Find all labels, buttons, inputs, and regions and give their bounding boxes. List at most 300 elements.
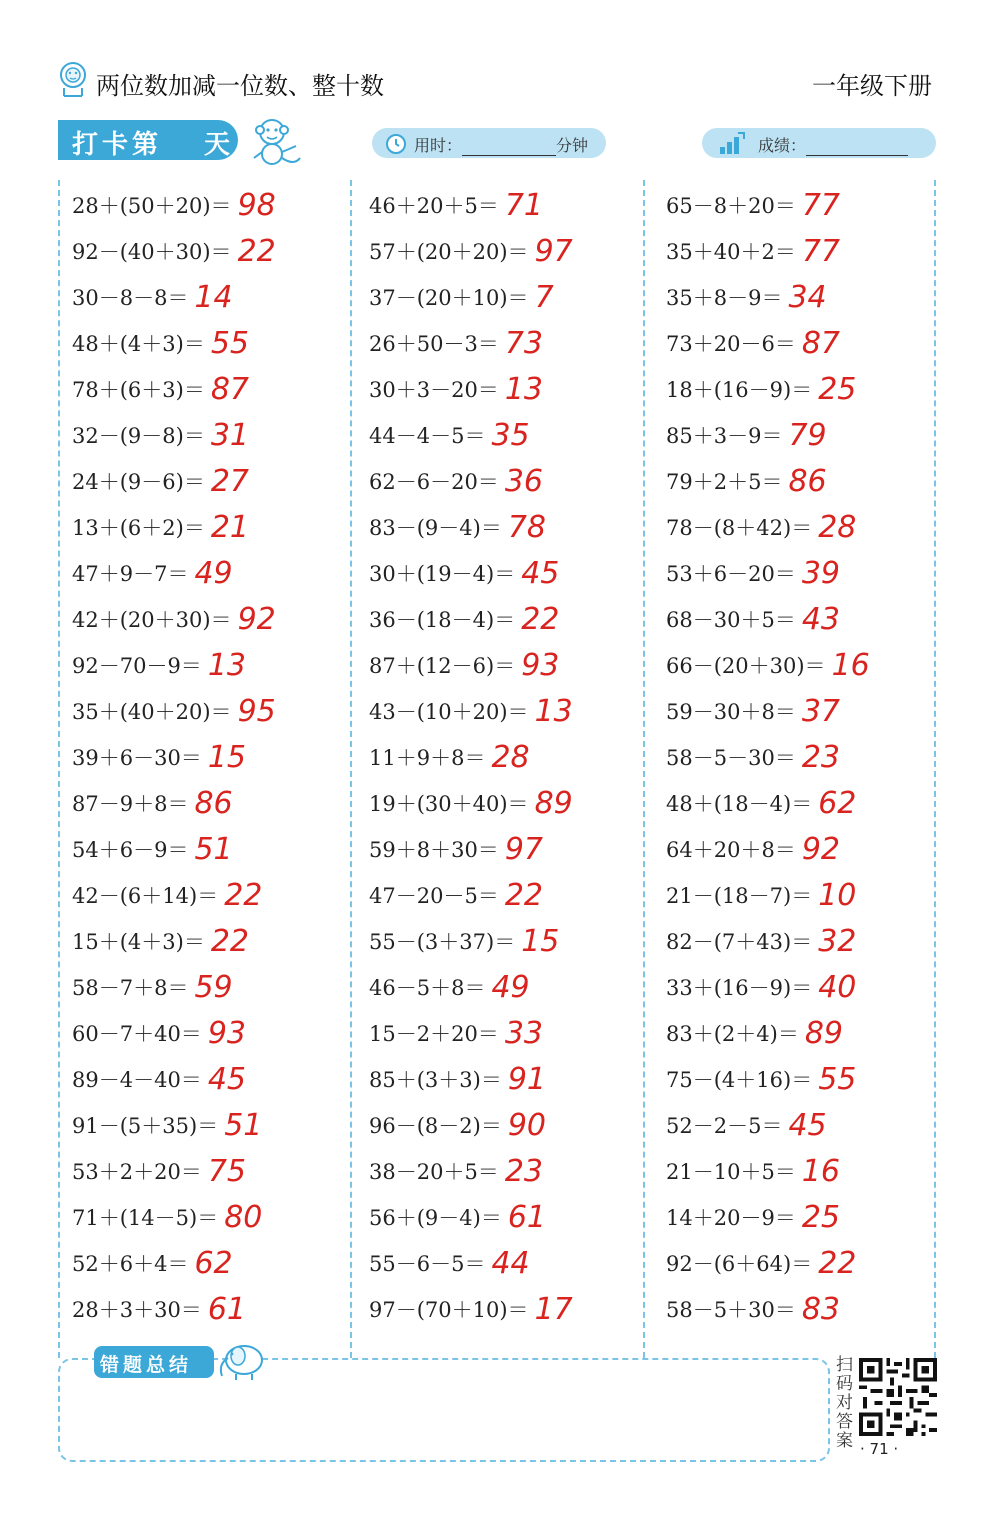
problem-row <box>369 318 659 364</box>
problem-row <box>72 318 362 364</box>
problem-expression <box>666 1290 840 1325</box>
handwritten-answer[interactable]: 62 <box>818 786 857 821</box>
problem-question: 65－8＋20＝ <box>666 194 796 218</box>
problem-row <box>72 916 362 962</box>
problem-expression <box>666 462 827 497</box>
problem-row <box>369 962 659 1008</box>
problem-row <box>666 456 956 502</box>
problem-row <box>369 1238 659 1284</box>
problem-question: 18＋(16－9)＝ <box>666 378 813 402</box>
problem-expression <box>369 1060 546 1095</box>
problem-expression <box>72 1198 262 1233</box>
problem-question: 55－(3＋37)＝ <box>369 930 516 954</box>
handwritten-answer[interactable]: 35 <box>491 418 530 453</box>
handwritten-answer[interactable]: 33 <box>504 1016 543 1051</box>
handwritten-answer[interactable]: 45 <box>207 1062 246 1097</box>
problem-question: 78＋(6＋3)＝ <box>72 378 205 402</box>
problem-row <box>666 1100 956 1146</box>
problem-row <box>369 778 659 824</box>
problem-question: 28＋(50＋20)＝ <box>72 194 232 218</box>
problem-row <box>666 180 956 226</box>
problem-expression <box>666 922 856 957</box>
problem-row <box>72 226 362 272</box>
handwritten-answer[interactable]: 62 <box>194 1246 233 1281</box>
problem-row <box>72 410 362 456</box>
problem-question: 42＋(20＋30)＝ <box>72 608 232 632</box>
handwritten-answer[interactable]: 49 <box>491 970 530 1005</box>
handwritten-answer[interactable]: 92 <box>801 832 840 867</box>
qr-code[interactable] <box>858 1358 938 1436</box>
problem-question: 92－70－9＝ <box>72 654 202 678</box>
problem-question: 71＋(14－5)＝ <box>72 1206 219 1230</box>
problem-expression <box>369 1014 543 1049</box>
score-field[interactable] <box>758 133 908 156</box>
handwritten-answer[interactable]: 13 <box>534 694 573 729</box>
left-border <box>58 180 60 1358</box>
problem-row <box>666 364 956 410</box>
problem-expression <box>666 1244 856 1279</box>
problem-expression <box>72 462 249 497</box>
handwritten-answer[interactable]: 16 <box>831 648 870 683</box>
handwritten-answer[interactable]: 32 <box>818 924 857 959</box>
problem-question: 75－(4＋16)＝ <box>666 1068 813 1092</box>
handwritten-answer[interactable]: 21 <box>210 510 250 545</box>
problem-expression <box>666 416 827 451</box>
problem-row <box>72 1192 362 1238</box>
problem-question: 21－(18－7)＝ <box>666 884 813 908</box>
handwritten-answer[interactable]: 43 <box>801 602 840 637</box>
handwritten-answer[interactable]: 49 <box>194 556 233 591</box>
problem-row <box>72 870 362 916</box>
problem-row <box>666 272 956 318</box>
handwritten-answer[interactable]: 13 <box>207 648 246 683</box>
problem-expression <box>369 1106 546 1141</box>
problem-row <box>369 548 659 594</box>
handwritten-answer[interactable]: 31 <box>210 418 250 453</box>
problem-row <box>369 732 659 778</box>
problem-row <box>72 824 362 870</box>
problem-row <box>369 364 659 410</box>
problem-row <box>666 594 956 640</box>
problem-question: 48＋(18－4)＝ <box>666 792 813 816</box>
problem-question: 30＋(19－4)＝ <box>369 562 516 586</box>
problem-expression <box>666 508 856 543</box>
problem-expression <box>72 324 249 359</box>
problem-expression <box>369 462 543 497</box>
problem-row <box>369 870 659 916</box>
handwritten-answer[interactable]: 7 <box>534 280 554 315</box>
problem-question: 97－(70＋10)＝ <box>369 1298 529 1322</box>
handwritten-answer[interactable]: 28 <box>491 740 530 775</box>
handwritten-answer[interactable]: 15 <box>207 740 246 775</box>
problem-expression <box>72 1152 246 1187</box>
problem-expression <box>666 600 840 635</box>
mistake-summary-label: 错题总结 <box>100 1354 193 1376</box>
problem-expression <box>72 1106 262 1141</box>
handwritten-answer[interactable]: 71 <box>504 188 543 223</box>
problem-row <box>666 1008 956 1054</box>
handwritten-answer[interactable]: 23 <box>504 1154 543 1189</box>
handwritten-answer[interactable]: 22 <box>237 234 276 269</box>
problem-question: 37－(20＋10)＝ <box>369 286 529 310</box>
scan-for-answers-text: 扫码对答案 <box>836 1355 853 1451</box>
problem-expression <box>666 968 856 1003</box>
handwritten-answer[interactable]: 45 <box>788 1108 827 1143</box>
handwritten-answer[interactable]: 89 <box>534 786 573 821</box>
problem-question: 38－20＋5＝ <box>369 1160 499 1184</box>
handwritten-answer[interactable]: 22 <box>504 878 543 913</box>
problem-expression <box>72 784 233 819</box>
handwritten-answer[interactable]: 40 <box>818 970 857 1005</box>
problem-expression <box>666 784 856 819</box>
problem-row <box>666 1238 956 1284</box>
handwritten-answer[interactable]: 87 <box>210 372 250 407</box>
problem-question: 26＋50－3＝ <box>369 332 499 356</box>
problem-row <box>369 1100 659 1146</box>
problem-question: 13＋(6＋2)＝ <box>72 516 205 540</box>
page-title: 两位数加减一位数、整十数 <box>96 72 384 100</box>
problem-row <box>666 686 956 732</box>
handwritten-answer[interactable]: 34 <box>788 280 827 315</box>
problem-row <box>369 824 659 870</box>
problem-row <box>369 1284 659 1330</box>
handwritten-answer[interactable]: 61 <box>207 1292 246 1327</box>
handwritten-answer[interactable]: 95 <box>237 694 276 729</box>
problem-row <box>666 916 956 962</box>
handwritten-answer[interactable]: 73 <box>504 326 543 361</box>
problem-question: 52＋6＋4＝ <box>72 1252 189 1276</box>
problem-question: 87＋(12－6)＝ <box>369 654 516 678</box>
handwritten-answer[interactable]: 77 <box>801 234 840 269</box>
problem-row <box>72 962 362 1008</box>
problem-question: 92－(40＋30)＝ <box>72 240 232 264</box>
problem-row <box>72 502 362 548</box>
handwritten-answer[interactable]: 25 <box>818 372 857 407</box>
problem-row <box>72 1054 362 1100</box>
handwritten-answer[interactable]: 13 <box>504 372 543 407</box>
page-number: · 71 · <box>860 1440 899 1458</box>
handwritten-answer[interactable]: 80 <box>224 1200 263 1235</box>
handwritten-answer[interactable]: 37 <box>801 694 840 729</box>
problem-question: 39＋6－30＝ <box>72 746 202 770</box>
grade-label: 一年级下册 <box>812 72 932 100</box>
handwritten-answer[interactable]: 77 <box>801 188 840 223</box>
problem-row <box>72 594 362 640</box>
handwritten-answer[interactable]: 23 <box>801 740 840 775</box>
problem-expression <box>666 738 840 773</box>
problem-question: 21－10＋5＝ <box>666 1160 796 1184</box>
problem-row <box>369 1008 659 1054</box>
problem-expression <box>369 1152 543 1187</box>
problem-row <box>72 364 362 410</box>
problem-question: 83＋(2＋4)＝ <box>666 1022 799 1046</box>
problem-expression <box>369 508 546 543</box>
problem-row <box>666 318 956 364</box>
handwritten-answer[interactable]: 16 <box>801 1154 840 1189</box>
handwritten-answer[interactable]: 28 <box>818 510 857 545</box>
problem-question: 57＋(20＋20)＝ <box>369 240 529 264</box>
clock-icon <box>384 131 408 155</box>
problem-expression <box>72 278 233 313</box>
problem-row <box>666 778 956 824</box>
problem-expression <box>72 738 246 773</box>
handwritten-answer[interactable]: 79 <box>788 418 827 453</box>
problem-expression <box>666 278 827 313</box>
problem-question: 46－5＋8＝ <box>369 976 486 1000</box>
problem-expression <box>369 876 543 911</box>
problem-expression <box>369 1244 530 1279</box>
problem-question: 33＋(16－9)＝ <box>666 976 813 1000</box>
problem-row <box>666 870 956 916</box>
problem-question: 92－(6＋64)＝ <box>666 1252 813 1276</box>
handwritten-answer[interactable]: 86 <box>788 464 827 499</box>
handwritten-answer[interactable]: 17 <box>534 1292 573 1327</box>
handwritten-answer[interactable]: 51 <box>194 832 233 867</box>
handwritten-answer[interactable]: 36 <box>504 464 543 499</box>
problem-question: 78－(8＋42)＝ <box>666 516 813 540</box>
problem-question: 35＋(40＋20)＝ <box>72 700 232 724</box>
problem-row <box>72 732 362 778</box>
elephant-icon <box>214 1338 270 1382</box>
problem-question: 87－9＋8＝ <box>72 792 189 816</box>
problem-row <box>72 272 362 318</box>
problem-expression <box>72 416 249 451</box>
problem-question: 58－7＋8＝ <box>72 976 189 1000</box>
problem-expression <box>369 1198 546 1233</box>
checkin-label-left: 打卡第 <box>72 130 163 160</box>
problem-row <box>666 1284 956 1330</box>
problem-row <box>666 732 956 778</box>
problem-row <box>369 272 659 318</box>
handwritten-answer[interactable]: 87 <box>801 326 840 361</box>
problem-question: 35＋8－9＝ <box>666 286 783 310</box>
problem-expression <box>72 186 276 221</box>
problem-question: 59＋8＋30＝ <box>369 838 499 862</box>
handwritten-answer[interactable]: 90 <box>507 1108 547 1143</box>
problem-expression <box>666 830 840 865</box>
problem-row <box>666 1146 956 1192</box>
problem-question: 62－6－20＝ <box>369 470 499 494</box>
problem-question: 47－20－5＝ <box>369 884 499 908</box>
problem-column-1 <box>72 180 362 1330</box>
handwritten-answer[interactable]: 61 <box>507 1200 547 1235</box>
problem-expression <box>72 922 249 957</box>
problem-row <box>72 548 362 594</box>
problem-row <box>72 640 362 686</box>
problem-question: 47＋9－7＝ <box>72 562 189 586</box>
problem-column-2 <box>369 180 659 1330</box>
problem-question: 73＋20－6＝ <box>666 332 796 356</box>
time-label: 用时： <box>414 136 463 155</box>
problem-row <box>369 180 659 226</box>
problem-expression <box>369 784 573 819</box>
handwritten-answer[interactable]: 92 <box>237 602 276 637</box>
problem-expression <box>369 600 559 635</box>
handwritten-answer[interactable]: 25 <box>801 1200 840 1235</box>
problem-question: 82－(7＋43)＝ <box>666 930 813 954</box>
problem-question: 89－4－40＝ <box>72 1068 202 1092</box>
problem-question: 32－(9－8)＝ <box>72 424 205 448</box>
problem-question: 66－(20＋30)＝ <box>666 654 826 678</box>
problem-row <box>72 686 362 732</box>
problem-question: 28＋3＋30＝ <box>72 1298 202 1322</box>
problem-question: 58－5＋30＝ <box>666 1298 796 1322</box>
problem-question: 48＋(4＋3)＝ <box>72 332 205 356</box>
problem-question: 83－(9－4)＝ <box>369 516 502 540</box>
handwritten-answer[interactable]: 22 <box>224 878 263 913</box>
problem-expression <box>369 416 530 451</box>
problem-expression <box>666 646 870 681</box>
problem-question: 79＋2＋5＝ <box>666 470 783 494</box>
problem-row <box>369 1192 659 1238</box>
problem-expression <box>666 1014 843 1049</box>
problem-expression <box>666 1060 856 1095</box>
handwritten-answer[interactable]: 44 <box>491 1246 530 1281</box>
handwritten-answer[interactable]: 75 <box>207 1154 246 1189</box>
problem-question: 42－(6＋14)＝ <box>72 884 219 908</box>
problem-expression <box>72 554 233 589</box>
problem-expression <box>369 1290 573 1325</box>
problem-expression <box>72 1290 246 1325</box>
handwritten-answer[interactable]: 39 <box>801 556 840 591</box>
problem-expression <box>369 232 573 267</box>
handwritten-answer[interactable]: 83 <box>801 1292 840 1327</box>
handwritten-answer[interactable]: 55 <box>210 326 250 361</box>
problem-expression <box>72 692 276 727</box>
handwritten-answer[interactable]: 10 <box>818 878 857 913</box>
score-blank[interactable] <box>806 139 908 156</box>
handwritten-answer[interactable]: 55 <box>818 1062 857 1097</box>
problem-expression <box>72 968 233 1003</box>
problem-expression <box>369 830 543 865</box>
handwritten-answer[interactable]: 98 <box>237 188 276 223</box>
problem-question: 68－30＋5＝ <box>666 608 796 632</box>
problem-question: 56＋(9－4)＝ <box>369 1206 502 1230</box>
problem-expression <box>72 876 262 911</box>
handwritten-answer[interactable]: 15 <box>521 924 560 959</box>
problem-expression <box>72 508 249 543</box>
handwritten-answer[interactable]: 27 <box>210 464 250 499</box>
time-field[interactable] <box>414 133 588 156</box>
problem-expression <box>369 738 530 773</box>
problem-question: 53＋2＋20＝ <box>72 1160 202 1184</box>
problem-question: 11＋9＋8＝ <box>369 746 486 770</box>
problem-question: 24＋(9－6)＝ <box>72 470 205 494</box>
problem-row <box>369 594 659 640</box>
handwritten-answer[interactable]: 22 <box>818 1246 857 1281</box>
problem-row <box>666 1054 956 1100</box>
handwritten-answer[interactable]: 14 <box>194 280 233 315</box>
handwritten-answer[interactable]: 59 <box>194 970 233 1005</box>
problem-question: 58－5－30＝ <box>666 746 796 770</box>
problem-row <box>72 1100 362 1146</box>
problem-row <box>369 226 659 272</box>
problem-question: 14＋20－9＝ <box>666 1206 796 1230</box>
handwritten-answer[interactable]: 22 <box>210 924 250 959</box>
problem-question: 52－2－5＝ <box>666 1114 783 1138</box>
problem-row <box>369 686 659 732</box>
problem-expression <box>369 324 543 359</box>
handwritten-answer[interactable]: 93 <box>207 1016 246 1051</box>
handwritten-answer[interactable]: 45 <box>521 556 560 591</box>
problem-row <box>72 456 362 502</box>
problem-question: 44－4－5＝ <box>369 424 486 448</box>
problem-expression <box>666 370 856 405</box>
problem-expression <box>666 692 840 727</box>
problem-row <box>72 778 362 824</box>
problem-expression <box>369 278 554 313</box>
problem-row <box>369 1146 659 1192</box>
problem-row <box>666 226 956 272</box>
problem-expression <box>369 692 573 727</box>
problem-question: 30－8－8＝ <box>72 286 189 310</box>
handwritten-answer[interactable]: 89 <box>804 1016 844 1051</box>
problem-expression <box>72 1244 233 1279</box>
problem-question: 91－(5＋35)＝ <box>72 1114 219 1138</box>
problem-question: 64＋20＋8＝ <box>666 838 796 862</box>
problem-question: 85＋(3＋3)＝ <box>369 1068 502 1092</box>
handwritten-answer[interactable]: 97 <box>534 234 573 269</box>
problem-expression <box>369 922 559 957</box>
problem-row <box>666 548 956 594</box>
problem-row <box>369 456 659 502</box>
handwritten-answer[interactable]: 91 <box>507 1062 547 1097</box>
problem-question: 15＋(4＋3)＝ <box>72 930 205 954</box>
problem-expression <box>72 370 249 405</box>
handwritten-answer[interactable]: 86 <box>194 786 233 821</box>
problem-expression <box>666 876 856 911</box>
handwritten-answer[interactable]: 97 <box>504 832 543 867</box>
problem-expression <box>666 1106 827 1141</box>
problem-expression <box>72 232 276 267</box>
problem-question: 59－30＋8＝ <box>666 700 796 724</box>
problem-row <box>666 640 956 686</box>
problem-question: 55－6－5＝ <box>369 1252 486 1276</box>
handwritten-answer[interactable]: 22 <box>521 602 560 637</box>
problem-row <box>666 410 956 456</box>
problem-question: 19＋(30＋40)＝ <box>369 792 529 816</box>
monkey-icon <box>248 114 304 168</box>
problem-expression <box>666 186 840 221</box>
problem-row <box>666 502 956 548</box>
problem-expression <box>72 1060 246 1095</box>
problem-question: 85＋3－9＝ <box>666 424 783 448</box>
problem-expression <box>369 968 530 1003</box>
checkin-label-right: 天 <box>204 130 231 160</box>
time-blank[interactable] <box>462 139 556 156</box>
problem-column-3 <box>666 180 956 1330</box>
problem-row <box>369 502 659 548</box>
problem-expression <box>369 370 543 405</box>
problem-expression <box>666 1152 840 1187</box>
problem-expression <box>72 1014 246 1049</box>
time-unit: 分钟 <box>556 136 589 155</box>
score-label: 成绩： <box>758 136 807 155</box>
problem-row <box>369 1054 659 1100</box>
problem-expression <box>666 324 840 359</box>
problem-question: 54＋6－9＝ <box>72 838 189 862</box>
problem-row <box>72 1146 362 1192</box>
problem-question: 36－(18－4)＝ <box>369 608 516 632</box>
problem-question: 35＋40＋2＝ <box>666 240 796 264</box>
handwritten-answer[interactable]: 93 <box>521 648 560 683</box>
handwritten-answer[interactable]: 51 <box>224 1108 263 1143</box>
problem-expression <box>666 554 840 589</box>
handwritten-answer[interactable]: 78 <box>507 510 547 545</box>
problem-row <box>72 1008 362 1054</box>
problem-expression <box>369 186 543 221</box>
problem-expression <box>369 554 559 589</box>
